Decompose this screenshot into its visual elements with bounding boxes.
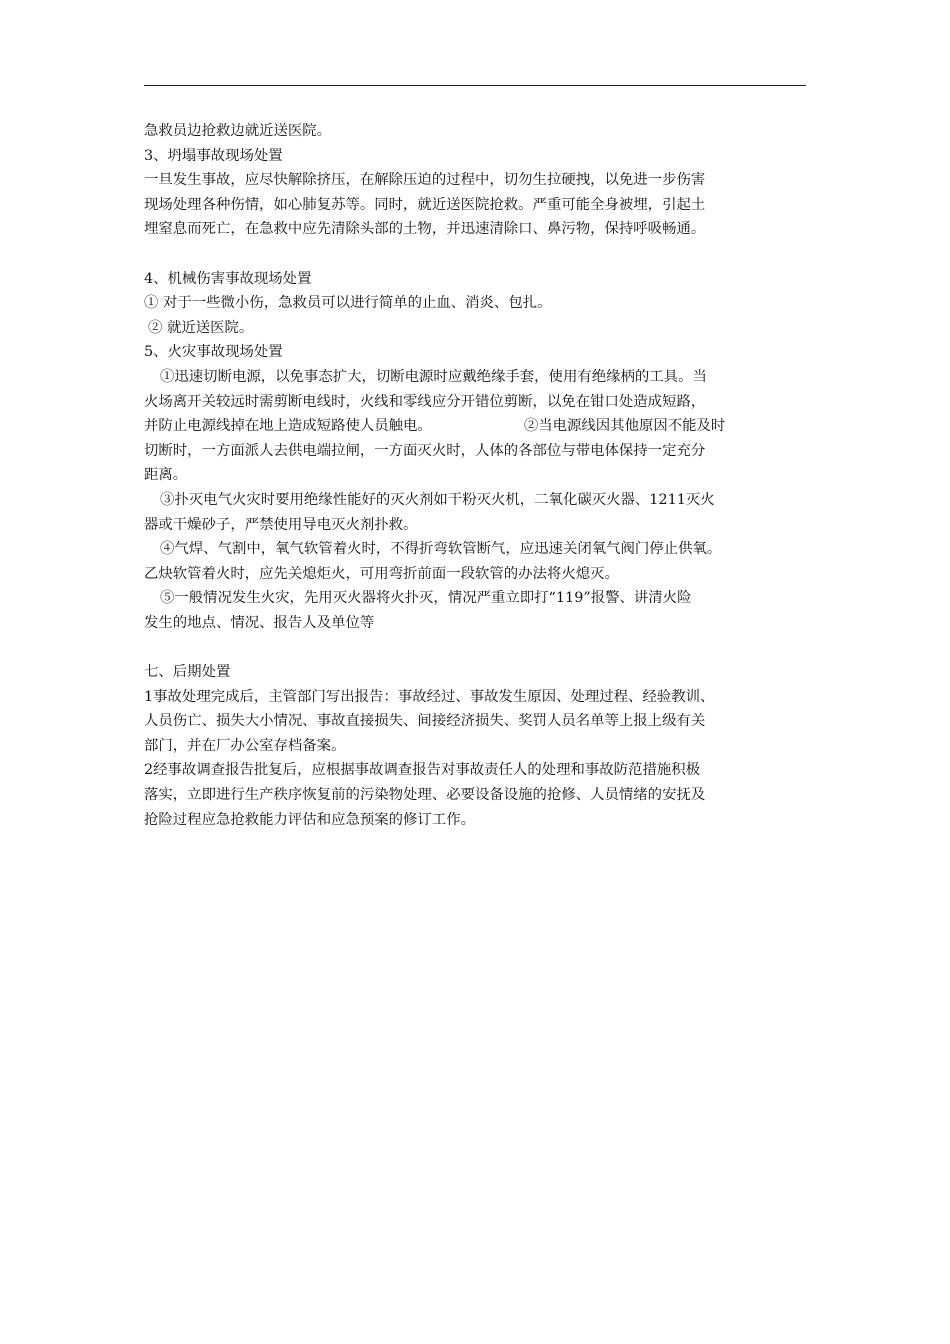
paragraph-line: 2经事故调查报告批复后，应根据事故调查报告对事故责任人的处理和事故防范措施积极 [144,762,701,779]
paragraph-line: 急救员边抢救边就近送医院。 [144,123,332,139]
paragraph-line: 火场离开关较远时需剪断电线时，火线和零线应分开错位剪断，以免在钳口处造成短路， [144,393,706,410]
section-heading-mechanical: 4、机械伤害事故现场处置 [144,270,312,287]
paragraph-line: 乙炔软管着火时，应先关熄炬火，可用弯折前面一段软管的办法将火熄灭。 [144,565,619,582]
paragraph-line [144,414,808,439]
blank-line [144,635,808,660]
header-rule [144,85,806,86]
paragraph-text: ②当电源线因其他原因不能及时 [523,418,726,435]
paragraph-line: ③扑灭电气火灾时要用绝缘性能好的灭火剂如干粉灭火机，二氧化碳灭火器、1211灭火 [160,491,715,508]
list-item: ① 对于一些微小伤，急救员可以进行简单的止血、消炎、包扎。 [144,295,552,312]
paragraph-line: 距离。 [144,467,188,484]
section-heading-collapse: 3、坍塌事故现场处置 [144,147,283,164]
paragraph-text: 并防止电源线掉在地上造成短路使人员触电。 [144,418,432,435]
paragraph-line: 现场处理各种伤情，如心肺复苏等。同时，就近送医院抢救。严重可能全身被埋，引起土 [144,196,706,213]
list-item: ② 就近送医院。 [148,319,254,336]
paragraph-line: 器或干燥砂子，严禁使用导电灭火剂扑救。 [144,516,418,533]
section-heading-aftermath: 七、后期处置 [144,664,231,681]
paragraph-line: 部门，并在厂办公室存档备案。 [144,737,346,754]
paragraph-line: 一旦发生事故，应尽快解除挤压，在解除压迫的过程中，切勿生拉硬拽，以免进一步伤害 [144,172,706,189]
paragraph-line: 发生的地点、情况、报告人及单位等 [144,614,375,631]
paragraph-line: ⑤一般情况发生火灾，先用灭火器将火扑灭，情况严重立即打“119”报警、讲清火险 [160,590,692,607]
paragraph-line: 1事故处理完成后，主管部门写出报告：事故经过、事故发生原因、处理过程、经验教训、 [144,688,715,705]
paragraph-line: 切断时，一方面派人去供电端拉闸，一方面灭火时，人体的各部位与带电体保持一定充分 [144,442,706,459]
paragraph-line: 人员伤亡、损失大小情况、事故直接损失、间接经济损失、奖罚人员名单等上报上级有关 [144,713,706,730]
blank-line [144,242,808,267]
paragraph-line: 落实，立即进行生产秩序恢复前的污染物处理、必要设备设施的抢修、人员情绪的安抚及 [144,787,706,804]
document-body [144,119,808,832]
paragraph-line: ④气焊、气割中，氧气软管着火时，不得折弯软管断气，应迅速关闭氧气阀门停止供氧。 [160,541,722,558]
paragraph-line: ①迅速切断电源，以免事态扩大，切断电源时应戴绝缘手套，使用有绝缘柄的工具。当 [160,368,707,385]
section-heading-fire: 5、火灾事故现场处置 [144,344,283,361]
paragraph-line: 抢险过程应急抢救能力评估和应急预案的修订工作。 [144,811,475,828]
paragraph-line: 埋窒息而死亡，在急救中应先清除头部的土物，并迅速清除口、鼻污物，保持呼吸畅通。 [144,221,706,238]
